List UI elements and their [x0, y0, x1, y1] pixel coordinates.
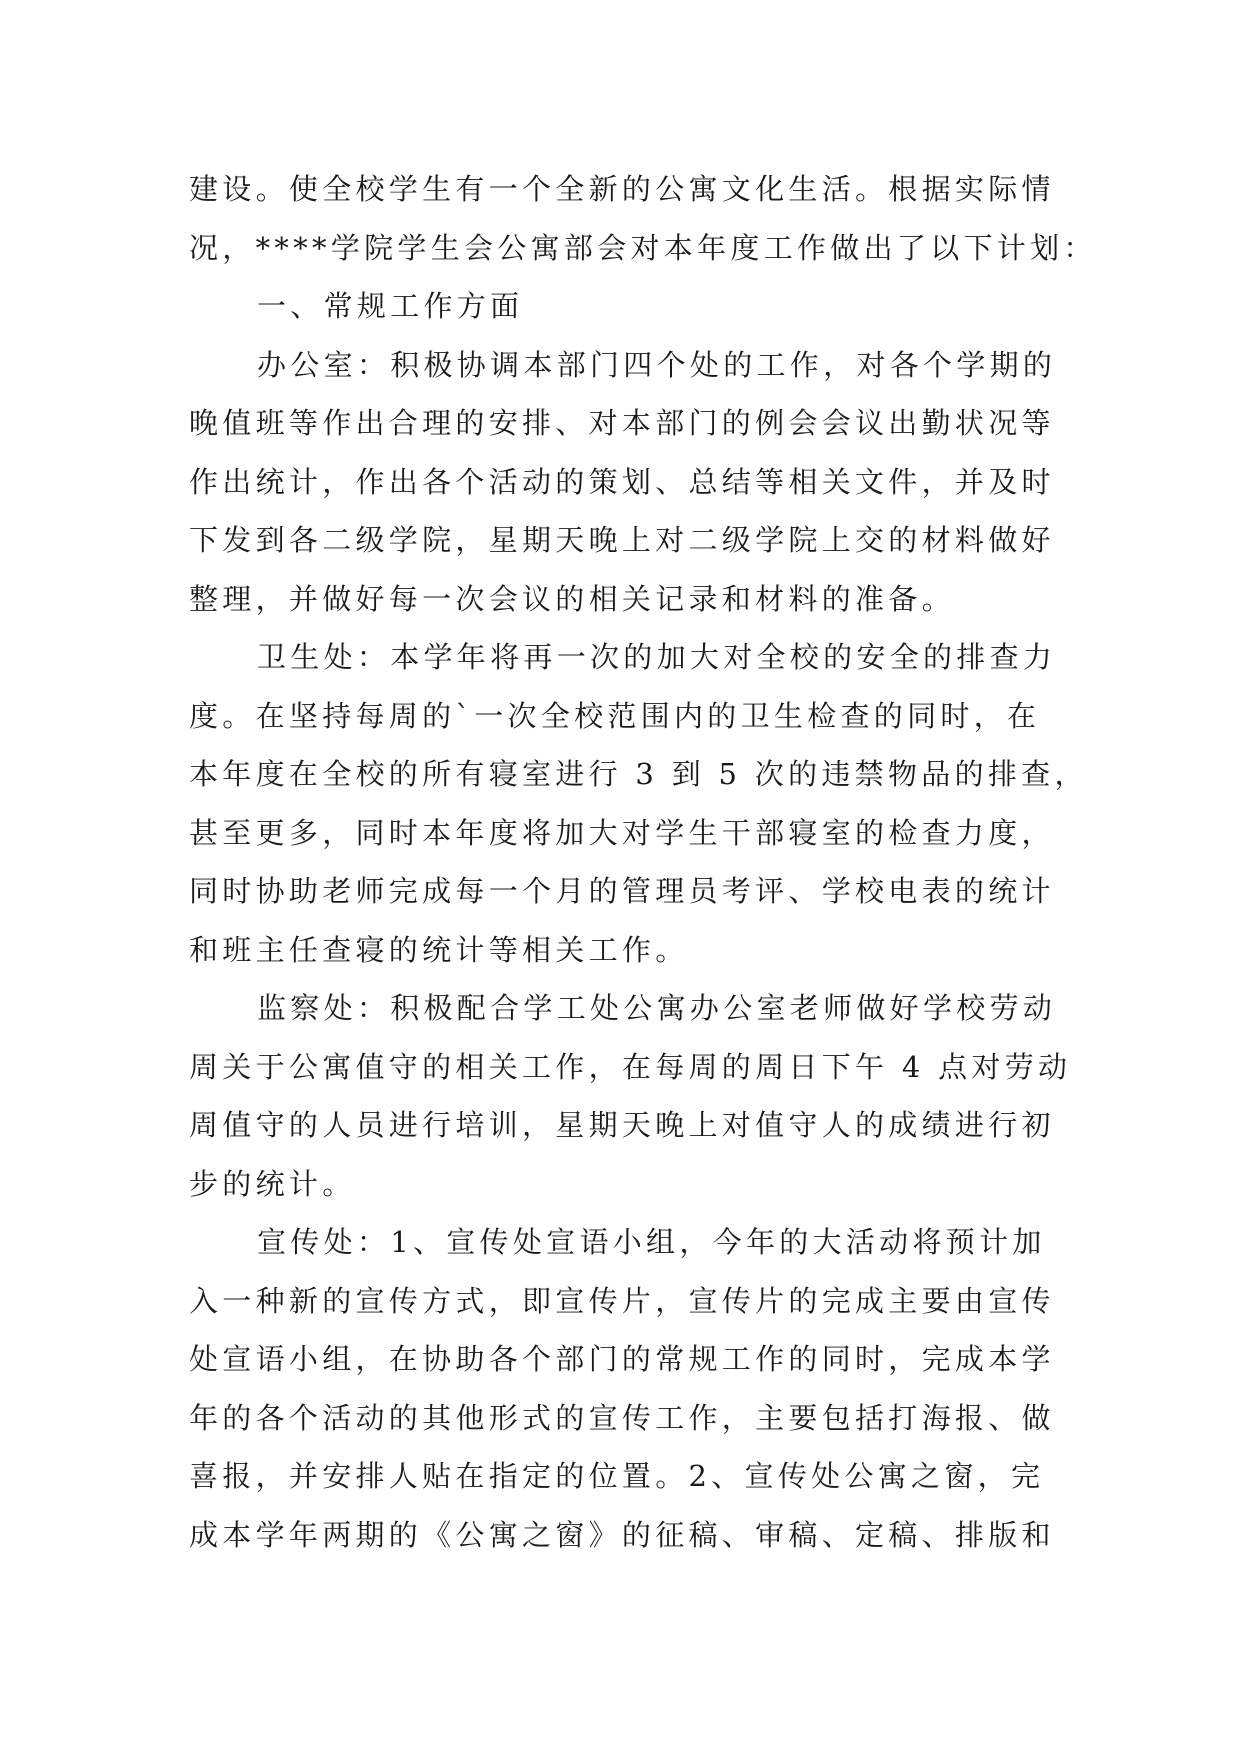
text-line: 甚至更多，同时本年度将加大对学生干部寝室的检查力度， — [189, 815, 1055, 850]
text-line: 作出统计，作出各个活动的策划、总结等相关文件，并及时 — [189, 464, 1055, 499]
text-line: 和班主任查寝的统计等相关工作。 — [189, 932, 689, 967]
text-line: 步的统计。 — [189, 1166, 356, 1201]
section-heading: 一、常规工作方面 — [257, 289, 524, 323]
text-line: 成本学年两期的《公寓之窗》的征稿、审稿、定稿、排版和 — [189, 1517, 1055, 1552]
text-line: 同时协助老师完成每一个月的管理员考评、学校电表的统计 — [189, 874, 1055, 908]
text-line: 周值守的人员进行培训，星期天晚上对值守人的成绩进行初 — [189, 1108, 1055, 1142]
text-line: 度。在坚持每周的`一次全校范围内的卫生检查的同时，在 — [189, 698, 1041, 733]
document-body — [189, 160, 1097, 1564]
text-line: 整理，并做好每一次会议的相关记录和材料的准备。 — [189, 581, 955, 616]
paragraph-start-office: 办公室：积极协调本部门四个处的工作，对各个学期的 — [257, 347, 1057, 382]
text-line: 下发到各二级学院，星期天晚上对二级学院上交的材料做好 — [189, 523, 1055, 557]
text-line: 喜报，并安排人贴在指定的位置。2、宣传处公寓之窗，完 — [189, 1459, 1045, 1493]
text-line: 入一种新的宣传方式，即宣传片，宣传片的完成主要由宣传 — [189, 1283, 1055, 1318]
paragraph-start-hygiene: 卫生处：本学年将再一次的加大对全校的安全的排查力 — [257, 640, 1057, 674]
paragraph-start-publicity: 宣传处：1、宣传处宣语小组，今年的大活动将预计加 — [257, 1225, 1046, 1259]
text-line: 周关于公寓值守的相关工作，在每周的周日下午 4 点对劳动 — [189, 1049, 1072, 1084]
text-line: 建设。使全校学生有一个全新的公寓文化生活。根据实际情 — [189, 172, 1055, 206]
text-line: 处宣语小组，在协助各个部门的常规工作的同时，完成本学 — [189, 1342, 1055, 1376]
paragraph-start-supervision: 监察处：积极配合学工处公寓办公室老师做好学校劳动 — [257, 991, 1057, 1025]
text-line: 本年度在全校的所有寝室进行 3 到 5 次的违禁物品的排查， — [189, 757, 1088, 791]
text-line: 况，****学院学生会公寓部会对本年度工作做出了以下计划： — [189, 230, 1097, 265]
text-line: 晚值班等作出合理的安排、对本部门的例会会议出勤状况等 — [189, 406, 1055, 440]
text-line: 年的各个活动的其他形式的宣传工作，主要包括打海报、做 — [189, 1400, 1055, 1435]
